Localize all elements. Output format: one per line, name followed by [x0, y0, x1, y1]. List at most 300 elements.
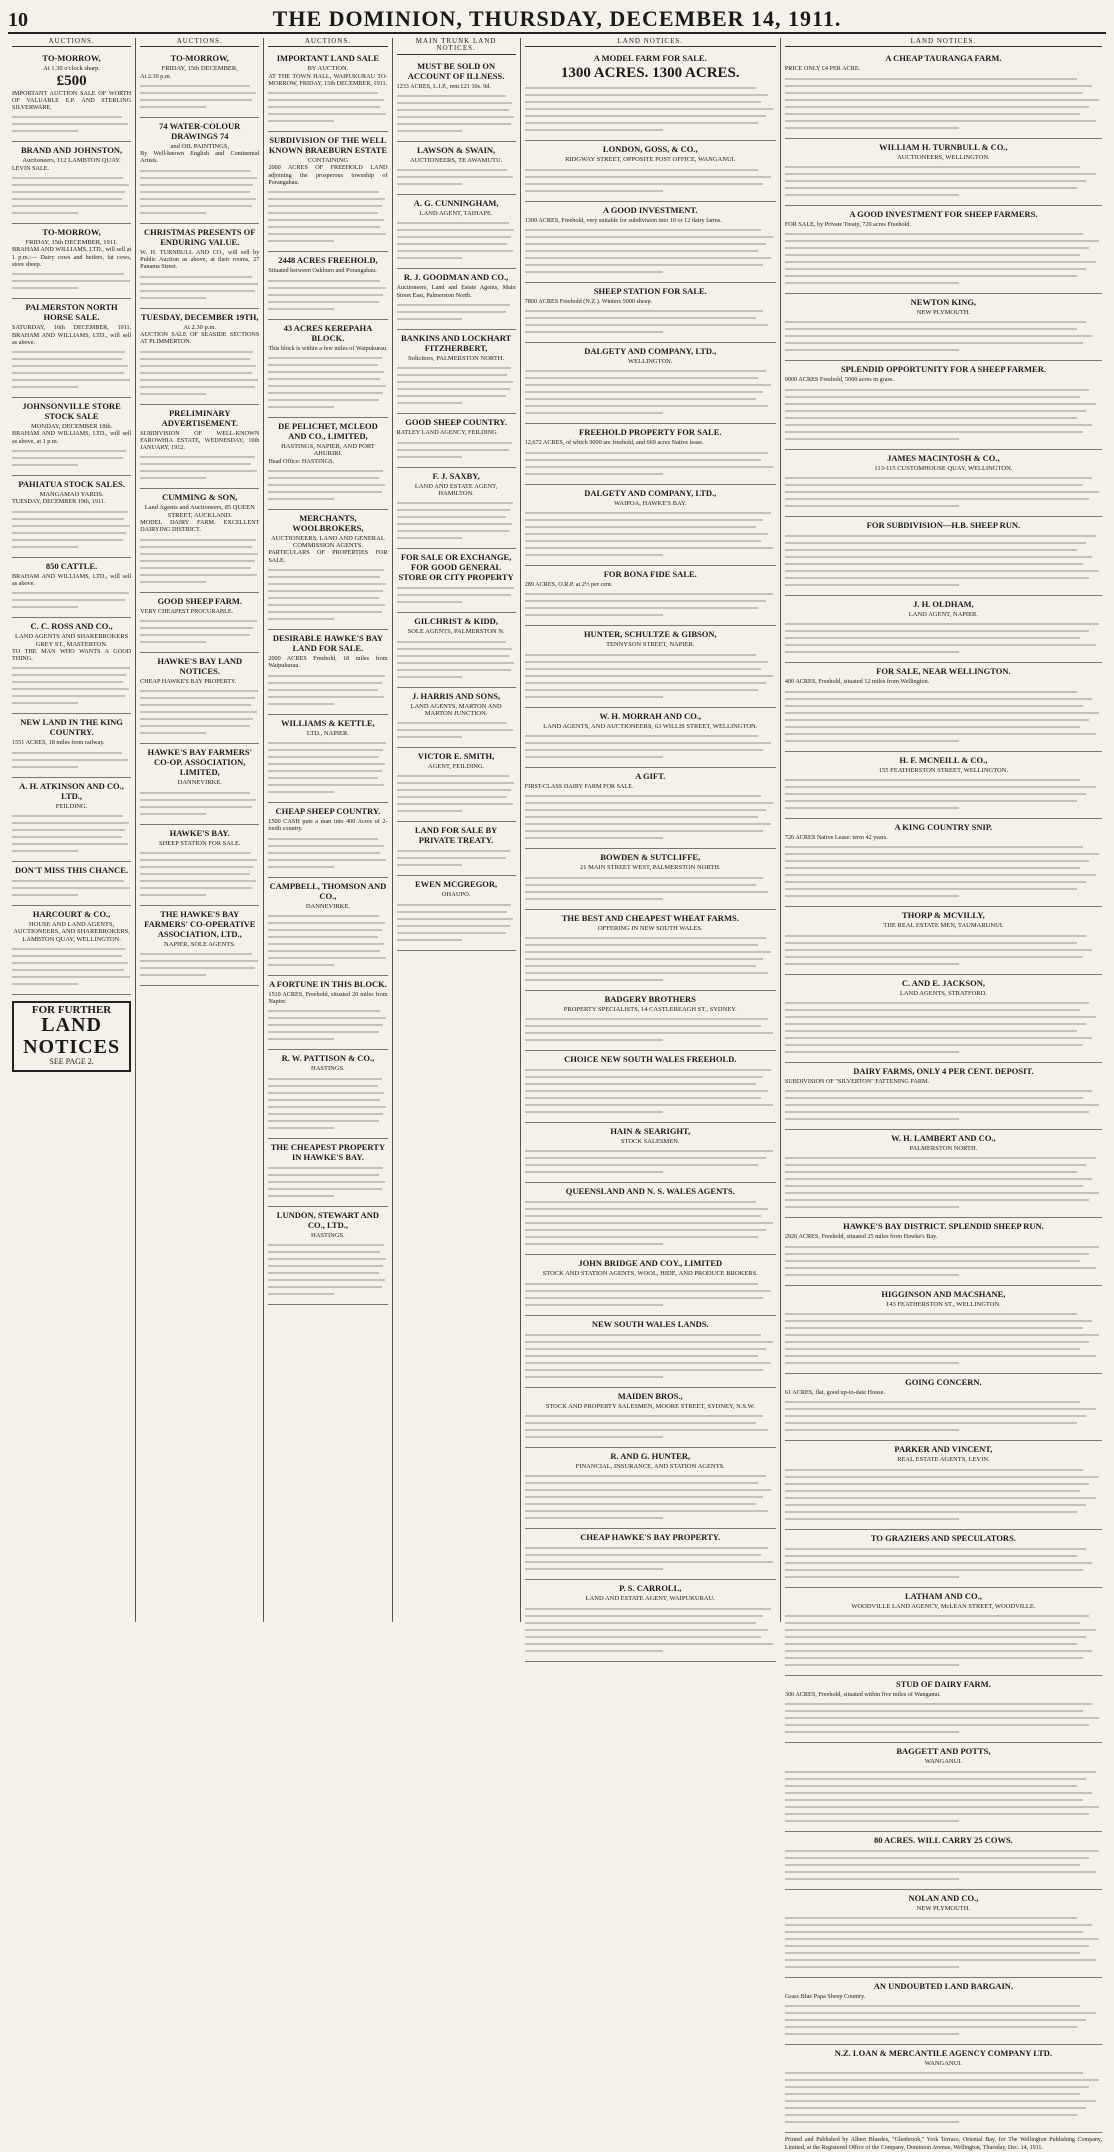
ad-heading: NEW LAND IN THE KING COUNTRY. — [20, 717, 123, 738]
advertisement — [785, 50, 1102, 138]
ad-fine-print — [785, 846, 1102, 897]
ad-subheading: LAND AND ESTATE AGENT, WAIPUKURAU. — [585, 1595, 715, 1603]
ad-heading: BANKINS AND LOCKHART FITZHERBERT, — [400, 333, 512, 354]
advertisement — [785, 361, 1102, 449]
ad-fine-print — [268, 191, 387, 242]
ad-heading: 850 CATTLE. — [45, 560, 98, 571]
advertisement — [268, 510, 387, 630]
ad-body-text: 1551 ACRES, 18 miles from railway. — [12, 739, 105, 747]
ad-fine-print — [785, 1850, 1102, 1880]
ad-fine-print — [12, 752, 131, 768]
advertisement — [268, 1139, 387, 1207]
ad-fine-print — [268, 280, 387, 310]
advertisement — [785, 663, 1102, 751]
ad-heading: THE CHEAPEST PROPERTY IN HAWKE'S BAY. — [270, 1141, 386, 1162]
ad-heading: THE HAWKE'S BAY FARMERS' CO-OPERATIVE ASSOCIATION, LTD., — [144, 908, 256, 939]
ad-fine-print — [268, 1244, 387, 1295]
ad-fine-print — [140, 539, 259, 583]
ad-body-text: RATLEY LAND AGENCY, FEILDING. — [396, 429, 499, 437]
ad-heading: CUMMING & SON, — [162, 492, 238, 503]
ad-body-text: 289 ACRES, O.R.P. at 2½ per cent. — [524, 581, 613, 589]
ad-heading: FOR SALE OR EXCHANGE, FOR GOOD GENERAL STORE OR CITY PROPERTY — [398, 552, 514, 583]
ad-body-text: Head Office: HASTINGS. — [268, 457, 335, 465]
advertisement — [785, 907, 1102, 974]
ad-heading: THE BEST AND CHEAPEST WHEAT FARMS. — [561, 912, 739, 923]
column-head: AUCTIONS. — [140, 38, 259, 47]
advertisement — [397, 468, 516, 550]
ad-body-text: FIRST-CLASS DAIRY FARM FOR SALE. — [524, 782, 634, 790]
ad-heading: 80 ACRES. WILL CARRY 25 COWS. — [874, 1834, 1013, 1845]
advertisement — [268, 252, 387, 319]
ad-fine-print — [525, 87, 776, 131]
ad-subheading: OFFERING IN NEW SOUTH WALES. — [597, 924, 703, 932]
advertisement — [12, 618, 131, 714]
advertisement — [525, 1388, 776, 1448]
ad-subheading: STOCK AND STATION AGENTS, WOOL, HIDE, AND PRODUCE BROKERS. — [542, 1270, 758, 1278]
ad-fine-print — [525, 735, 776, 758]
ad-heading: W. H. MORRAH AND CO., — [599, 710, 702, 721]
ad-fine-print — [268, 92, 387, 122]
ad-heading: SUBDIVISION OF THE WELL KNOWN BRAEBURN ESTATE — [268, 135, 388, 156]
ad-body-text: W. H. TURNBULL AND CO., will sell by Public Auction as above, at their rooms, 27 Panama Street. — [140, 248, 260, 271]
ad-heading: THORP & MCVILLY, — [902, 910, 985, 921]
ad-fine-print — [140, 456, 259, 479]
ad-fine-print — [785, 1917, 1102, 1968]
advertisement — [12, 142, 131, 224]
ad-subheading: REAL ESTATE AGENTS, LEVIN. — [897, 1456, 990, 1464]
ad-heading: GOOD SHEEP FARM. — [157, 595, 243, 606]
ad-fine-print — [12, 351, 131, 388]
advertisement — [525, 910, 776, 991]
advertisement — [525, 1529, 776, 1580]
ad-body-text: 2000 ACRES Freehold, 18 miles from Waipukurau. — [268, 655, 388, 670]
ad-fine-print — [785, 2072, 1102, 2123]
advertisement — [785, 1588, 1102, 1676]
ad-body-text: £500 CASH puts a man into 400 Acres of 2-tooth country. — [268, 817, 388, 833]
advertisement — [525, 50, 776, 141]
ad-fine-print — [268, 675, 387, 705]
advertisement — [785, 1130, 1102, 1218]
ad-body-text: 400 ACRES, Freehold, situated 12 miles from Wellington. — [784, 678, 930, 686]
advertisement — [140, 224, 259, 309]
ad-fine-print — [397, 222, 516, 259]
advertisement — [397, 822, 516, 876]
ad-subheading: 21 MAIN STREET WEST, PALMERSTON NORTH. — [579, 864, 721, 872]
ad-heading: CHEAP SHEEP COUNTRY. — [275, 805, 381, 816]
ad-subheading: WELLINGTON. — [628, 358, 673, 366]
ad-heading: N.Z. LOAN & MERCANTILE AGENCY COMPANY LTD. — [834, 2048, 1053, 2059]
advertisement — [785, 1441, 1102, 1529]
advertisement — [397, 613, 516, 687]
ad-fine-print — [268, 357, 387, 408]
ad-heading: BAGGETT AND POTTS, — [896, 1746, 991, 1757]
ad-heading: TO-MORROW, — [42, 227, 101, 238]
ad-fine-print — [785, 1157, 1102, 1208]
ad-heading: DALGETY AND COMPANY, LTD., — [584, 487, 717, 498]
ad-body-text: MODEL DAIRY FARM. EXCELLENT DAIRYING DISTRICT. — [140, 519, 260, 534]
ad-fine-print — [525, 937, 776, 981]
ad-fine-print — [785, 1615, 1102, 1666]
ad-heading: PALMERSTON NORTH HORSE SALE. — [25, 302, 118, 323]
ad-fine-print — [268, 1010, 387, 1040]
advertisement — [140, 825, 259, 906]
ad-heading: 43 ACRES KEREPAHA BLOCK. — [283, 322, 373, 343]
ad-heading: JOHN BRIDGE AND COY., LIMITED — [578, 1258, 723, 1269]
ad-fine-print — [785, 389, 1102, 440]
advertisement — [525, 1580, 776, 1661]
ad-fine-print — [397, 904, 516, 941]
ad-body-text: SUBDIVISION OF WELL-KNOWN FAROWHIA ESTATE, WEDNESDAY, 10th JANUARY, 1912. — [140, 429, 260, 452]
ad-heading: HAIN & SEARIGHT, — [610, 1126, 691, 1137]
ad-fine-print — [12, 815, 131, 852]
ad-heading: A GOOD INVESTMENT FOR SHEEP FARMERS. — [849, 208, 1038, 219]
advertisement — [140, 118, 259, 224]
ad-heading: CHRISTMAS PRESENTS OF ENDURING VALUE. — [144, 226, 256, 247]
advertisement — [525, 626, 776, 707]
ad-fine-print — [397, 722, 516, 738]
ad-heading: R. AND G. HUNTER, — [610, 1451, 691, 1462]
further-land-notices-box — [12, 1001, 131, 1072]
ad-heading: HARCOURT & CO., — [32, 909, 111, 920]
ad-subheading: Solicitors, PALMERSTON NORTH. — [408, 355, 505, 363]
ad-fine-print — [140, 792, 259, 815]
ad-fine-print — [12, 177, 131, 214]
ad-heading: BADGERY BROTHERS — [604, 993, 696, 1004]
ad-fine-print — [785, 1401, 1102, 1431]
ad-body-text: 7800 ACRES Freehold (N.Z.). Winters 5000 sheep. — [524, 297, 653, 305]
ad-body-text: SUBDIVISION OF "SILVERTON" FATTENING FARM. — [784, 1077, 930, 1085]
ad-heading: R. W. PATTISON & CO., — [281, 1053, 375, 1064]
ad-subheading: WANGANUI. — [924, 1758, 963, 1766]
ad-fine-print — [140, 170, 259, 214]
ad-body-text: 1300 ACRES, Freehold, very suitable for subdivision into 10 or 12 dairy farms. — [524, 216, 722, 224]
ad-heading: F. J. SAXBY, — [432, 470, 480, 481]
ad-heading: DAIRY FARMS, ONLY 4 PER CENT. DEPOSIT. — [853, 1065, 1034, 1076]
ad-heading: LAWSON & SWAIN, — [417, 144, 496, 155]
advertisement — [525, 1123, 776, 1183]
advertisement — [397, 549, 516, 613]
advertisement — [140, 653, 259, 744]
footer-line-1: FOR FURTHER — [31, 1003, 112, 1016]
advertisement — [268, 132, 387, 252]
ad-fine-print — [268, 1167, 387, 1197]
advertisement — [268, 50, 387, 132]
page-title: THE DOMINION, THURSDAY, DECEMBER 14, 1911. — [272, 6, 842, 31]
advertisement — [525, 1183, 776, 1255]
ad-body-text: TUESDAY, DECEMBER 19th, 1911. — [12, 498, 106, 506]
ad-body-text: 12,672 ACRES, of which 9000 are freehold, and 669 acres Native lease. — [524, 439, 704, 447]
ad-subheading: LTD., NAPIER. — [306, 729, 349, 737]
ad-heading: SHEEP STATION FOR SALE. — [593, 285, 707, 296]
ad-heading: 2448 ACRES FREEHOLD, — [278, 255, 378, 266]
ad-subheading: HASTINGS. — [311, 1065, 345, 1073]
ad-subheading: NEW PLYMOUTH. — [916, 1904, 971, 1912]
ad-heading: HAWKE'S BAY DISTRICT. SPLENDID SHEEP RUN. — [843, 1221, 1044, 1232]
ad-heading: A. G. CUNNINGHAM, — [413, 198, 499, 209]
advertisement — [397, 269, 516, 330]
ad-fine-print — [785, 1090, 1102, 1120]
ad-list — [268, 50, 387, 1305]
column-2 — [136, 38, 264, 1622]
ad-heading: MUST BE SOLD ON ACCOUNT OF ILLNESS. — [407, 60, 505, 81]
ad-fine-print — [785, 779, 1102, 809]
advertisement — [525, 708, 776, 768]
advertisement — [140, 309, 259, 405]
ad-heading: A FORTUNE IN THIS BLOCK. — [268, 978, 387, 989]
advertisement — [12, 906, 131, 995]
ad-heading: PAHIATUA STOCK SALES. — [18, 479, 125, 490]
column-head: LAND NOTICES. — [785, 38, 1102, 47]
ad-heading: STUD OF DAIRY FARM. — [896, 1678, 991, 1689]
ad-subheading: CONTAINING — [307, 157, 349, 165]
ad-body-text: Auctioneers, Land and Estate Agents, Main Street East, Palmerston North. — [396, 284, 516, 299]
ad-fine-print — [525, 1608, 776, 1652]
ad-heading: GOOD SHEEP COUNTRY. — [405, 417, 507, 428]
advertisement — [785, 450, 1102, 517]
ad-subheading: LAND AGENT, TAIHAPE. — [419, 210, 493, 218]
ad-fine-print — [268, 569, 387, 620]
ad-fine-print — [525, 229, 776, 273]
ad-fine-print — [525, 169, 776, 192]
ad-subheading: LAND AGENTS, AND AUCTIONEERS, 63 WILLIS STREET, WELLINGTON. — [543, 722, 758, 730]
advertisement — [785, 596, 1102, 663]
ad-heading: LONDON, GOSS, & CO., — [602, 144, 698, 155]
ad-body-text: 2000 ACRES OF FREEHOLD LAND adjoining the prosperous township of Porangahau. — [268, 164, 388, 187]
ad-heading: BRAND AND JOHNSTON, — [21, 145, 123, 156]
advertisement — [268, 320, 387, 418]
masthead — [8, 6, 1106, 34]
advertisement — [525, 141, 776, 201]
ad-fine-print — [397, 587, 516, 603]
footer-line-3: SEE PAGE 2. — [49, 1057, 94, 1067]
ad-subheading: 143 FEATHERSTON ST., WELLINGTON. — [886, 1300, 1001, 1308]
advertisement — [785, 139, 1102, 206]
advertisement — [12, 714, 131, 777]
ad-heading: FREEHOLD PROPERTY FOR SALE. — [579, 427, 722, 438]
ad-heading: 74 WATER-COLOUR DRAWINGS 74 — [159, 120, 241, 141]
ad-fine-print — [12, 116, 131, 132]
ad-subheading: LAND AGENTS, STRATFORD. — [899, 989, 987, 997]
advertisement — [397, 195, 516, 269]
ad-heading: IMPORTANT LAND SALE — [276, 53, 380, 64]
ad-subheading: SHEEP STATION FOR SALE. — [158, 839, 241, 847]
ad-heading: HAWKE'S BAY FARMERS' CO-OP. ASSOCIATION, LIMITED, — [147, 747, 253, 778]
ad-heading: NEW SOUTH WALES LANDS. — [591, 1318, 709, 1329]
ad-heading: TO GRAZIERS AND SPECULATORS. — [870, 1532, 1016, 1543]
ad-body-text: 2926 ACRES, Freehold, situated 25 miles from Hawke's Bay. — [784, 1233, 938, 1241]
advertisement — [397, 330, 516, 414]
column-head: MAIN TRUNK LAND NOTICES. — [397, 38, 516, 55]
ad-heading: JOHNSONVILLE STORE STOCK SALE — [22, 401, 121, 422]
ad-heading: MERCHANTS, WOOLBROKERS, — [292, 512, 364, 533]
ad-subheading: FEILDING. — [55, 802, 88, 810]
ad-heading: MAIDEN BROS., — [617, 1390, 683, 1401]
ad-list — [12, 50, 131, 995]
advertisement — [140, 50, 259, 118]
ad-fine-print — [785, 1002, 1102, 1053]
ad-heading: A KING COUNTRY SNIP. — [894, 821, 993, 832]
ad-heading: CAMPBELL, THOMSON AND CO., — [269, 880, 387, 901]
ad-body-text: AT THE TOWN HALL, WAIPUKURAU TO-MORROW, FRIDAY, 15th DECEMBER, 1911. — [268, 72, 388, 87]
advertisement — [785, 1676, 1102, 1743]
advertisement — [268, 1207, 387, 1305]
column-4 — [393, 38, 521, 1622]
ad-body-text: IMPORTANT AUCTION SALE OF WORTH OF VALUABLE E.P. AND STERLING SILVERWARE. — [12, 89, 132, 112]
ad-fine-print — [525, 1547, 776, 1570]
ad-fine-print — [785, 623, 1102, 653]
ad-fine-print — [12, 450, 131, 466]
ad-body-text: By Well-known English and Continental Artists. — [140, 150, 260, 165]
ad-fine-print — [140, 953, 259, 976]
ad-fine-print — [525, 1018, 776, 1041]
advertisement — [525, 283, 776, 343]
ad-subheading: FRIDAY, 15th DECEMBER, — [161, 65, 238, 73]
ad-heading: DON'T MISS THIS CHANCE. — [15, 865, 129, 876]
column-5 — [521, 38, 781, 1622]
ad-subheading: NAPIER, SOLE AGENTS. — [164, 940, 236, 948]
advertisement — [12, 224, 131, 299]
ad-subheading: NEW PLYMOUTH. — [916, 309, 971, 317]
ad-fine-print — [268, 915, 387, 966]
ad-fine-print — [525, 452, 776, 475]
ad-fine-print — [785, 2005, 1102, 2035]
ad-subheading: WAIPOA, HAWKE'S BAY. — [614, 499, 687, 507]
ad-fine-print — [397, 775, 516, 812]
ad-fine-print — [397, 641, 516, 678]
ad-fine-print — [397, 502, 516, 539]
ad-body-text: BRAHAM AND WILLIAMS, LTD., will sell as above. — [12, 572, 132, 587]
ad-list — [140, 50, 259, 986]
ad-subheading: Land Agents and Auctioneers, 85 QUEEN STREET, AUCKLAND. — [144, 504, 255, 519]
ad-heading: FOR SALE, NEAR WELLINGTON. — [876, 666, 1011, 677]
ad-heading: H. F. MCNEILL & CO., — [899, 754, 988, 765]
ad-subheading: WOODVILLE LAND AGENCY, McLEAN STREET, WOODVILLE. — [851, 1602, 1036, 1610]
ad-heading: LAND FOR SALE BY PRIVATE TREATY. — [414, 825, 498, 846]
ad-fine-print — [785, 78, 1102, 129]
ad-heading: DALGETY AND COMPANY, LTD., — [584, 346, 717, 357]
ad-body-text: This block is within a few miles of Waipukurau. — [268, 344, 388, 352]
advertisement — [785, 517, 1102, 596]
ad-fine-print — [12, 948, 131, 985]
ad-fine-print — [785, 691, 1102, 742]
ad-subheading: PALMERSTON NORTH. — [909, 1145, 978, 1153]
advertisement — [785, 1530, 1102, 1588]
ad-body-text: FOR SALE, by Private Treaty, 720 acres Freehold. — [784, 220, 911, 228]
ad-body-text: BRAHAM AND WILLIAMS, LTD., will sell as above, at 1 p.m. — [12, 430, 132, 445]
ad-subheading: AUCTIONEERS, WELLINGTON. — [897, 153, 990, 161]
ad-fine-print — [268, 742, 387, 793]
ad-fine-print — [12, 511, 131, 548]
ad-heading: QUEENSLAND AND N. S. WALES AGENTS. — [565, 1186, 735, 1197]
advertisement — [140, 593, 259, 653]
ad-heading: NOLAN AND CO., — [908, 1892, 979, 1903]
ad-subheading: MONDAY, DECEMBER 18th. — [30, 423, 113, 431]
advertisement — [268, 418, 387, 510]
advertisement — [785, 1743, 1102, 1831]
ad-heading: C. C. ROSS AND CO., — [30, 621, 113, 632]
ad-body-text: At 2.30 p.m. — [140, 72, 172, 80]
ad-body-text: 1510 ACRES, Freehold, situated 20 miles from Napier. — [268, 990, 388, 1006]
ad-fine-print — [525, 593, 776, 616]
advertisement — [268, 878, 387, 976]
ad-heading: SPLENDID OPPORTUNITY FOR A SHEEP FARMER. — [840, 364, 1046, 375]
advertisement — [397, 748, 516, 822]
advertisement — [525, 1316, 776, 1388]
ad-heading: CHOICE NEW SOUTH WALES FREEHOLD. — [564, 1054, 737, 1065]
advertisement — [140, 489, 259, 592]
advertisement — [140, 405, 259, 490]
ad-heading: PARKER AND VINCENT, — [894, 1444, 993, 1455]
advertisement — [12, 50, 131, 142]
ad-heading: CHEAP HAWKE'S BAY PROPERTY. — [580, 1532, 721, 1543]
ad-fine-print — [397, 95, 516, 132]
ad-subheading: LAND AGENT, NAPIER. — [908, 611, 979, 619]
ad-subheading: MANGAMAO YARDS. — [39, 491, 104, 499]
column-1 — [8, 38, 136, 1622]
advertisement — [12, 299, 131, 398]
ad-fine-print — [12, 667, 131, 704]
advertisement — [268, 1050, 387, 1138]
advertisement — [525, 1255, 776, 1315]
advertisement — [525, 424, 776, 484]
ad-heading: A MODEL FARM FOR SALE. — [593, 53, 707, 64]
ad-body-text: PARTICULARS OF PROPERTIES FOR SALE. — [268, 549, 388, 564]
ad-heading: FOR SUBDIVISION—H.B. SHEEP RUN. — [866, 520, 1021, 531]
advertisement — [785, 1218, 1102, 1285]
advertisement — [785, 1286, 1102, 1374]
ad-subheading: LAND AND ESTATE AGENT, HAMILTON. — [414, 482, 498, 497]
advertisement — [397, 414, 516, 467]
advertisement — [785, 819, 1102, 907]
advertisement — [397, 58, 516, 142]
advertisement — [785, 975, 1102, 1063]
ad-heading: WILLIAM H. TURNBULL & CO., — [879, 141, 1008, 152]
advertisement — [12, 558, 131, 619]
ad-fine-print — [525, 654, 776, 698]
advertisement — [785, 294, 1102, 361]
ad-body-text: 726 ACRES Native Lease: term 42 years. — [784, 833, 888, 841]
ad-fine-print — [785, 321, 1102, 351]
advertisement — [785, 1374, 1102, 1441]
ad-heading: DE PELICHET, MCLEOD AND CO., LIMITED, — [278, 420, 378, 441]
ad-fine-print — [140, 276, 259, 299]
advertisement — [525, 1051, 776, 1123]
page-number: 10 — [8, 9, 28, 31]
advertisement — [12, 778, 131, 862]
ad-body-text: 300 ACRES, Freehold, situated within five miles of Wanganui. — [784, 1690, 941, 1698]
ad-subheading: LAND AGENTS AND SHAREBROKERS GREY ST., MASTERTON. — [14, 633, 129, 648]
ad-subheading: STOCK SALESMEN. — [620, 1138, 680, 1146]
ad-heading: WILLIAMS & KETTLE, — [281, 717, 375, 728]
column-6 — [781, 37, 1106, 2151]
advertisement — [140, 744, 259, 824]
ad-heading: LATHAM AND CO., — [905, 1590, 982, 1601]
ad-subheading: BY AUCTION. — [307, 65, 349, 73]
ad-fine-print — [140, 852, 259, 896]
ad-subheading: TENNYSON STREET, NAPIER. — [606, 641, 695, 649]
ad-fine-print — [785, 1548, 1102, 1578]
advertisement — [397, 876, 516, 950]
advertisement — [268, 715, 387, 803]
ad-fine-print — [12, 273, 131, 289]
advertisement — [397, 688, 516, 749]
ad-subheading: and OIL PAINTINGS, — [170, 142, 230, 150]
ad-subheading: HASTINGS, NAPIER, AND PORT AHURIRI. — [281, 442, 375, 458]
ad-subheading: 113-115 CUSTOMHOUSE QUAY, WELLINGTON. — [874, 464, 1013, 472]
advertisement — [525, 1448, 776, 1529]
ad-list — [785, 50, 1102, 2133]
ad-body-text: SATURDAY, 16th DECEMBER, 1911. BRAHAM AND WILLIAMS, LTD., will sell as above. — [12, 324, 132, 346]
